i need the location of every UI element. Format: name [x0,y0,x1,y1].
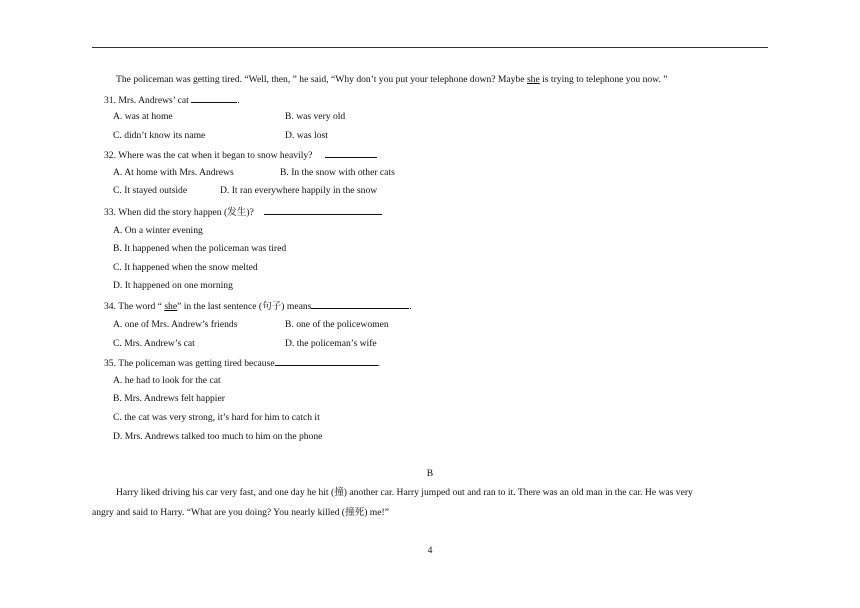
option-34-b: B. one of the policewomen [285,319,389,330]
question-35-end: . [377,358,380,369]
question-34-word: she [164,301,178,312]
answer-blank [191,93,237,103]
option-35-c: C. the cat was very strong, it’s hard for him to catch it [113,412,320,423]
option-33-d: D. It happened on one morning [113,280,233,291]
option-34-a: A. one of Mrs. Andrew’s friends [113,319,238,330]
question-32 [104,148,377,162]
answer-blank [311,299,409,309]
option-31-c: C. didn’t know its name [113,130,206,141]
option-34-c: C. Mrs. Andrew’s cat [113,338,195,349]
question-34-end: . [409,301,412,312]
option-34-d: D. the policeman’s wife [285,338,377,349]
question-32-stem: 32. Where was the cat when it began to snow heavily? [104,150,313,161]
option-35-d: D. Mrs. Andrews talked too much to him on the phone [113,431,323,442]
answer-blank [275,356,378,366]
section-heading: B [426,468,434,479]
option-33-a: A. On a winter evening [113,225,203,236]
question-33 [104,205,382,219]
option-32-a: A. At home with Mrs. Andrews [113,167,234,178]
header-rule [92,47,768,48]
page-number: 4 [427,545,433,556]
option-31-a: A. was at home [113,111,173,122]
intro-text-end: is trying to telephone you now. ” [539,74,668,85]
intro-underlined-word: she [526,74,540,85]
question-31-stem: 31. Mrs. Andrews’ cat [104,95,189,106]
question-34-stem: 34. The word “ [104,301,165,312]
question-33-stem: 33. When did the story happen (发生)? [104,207,254,218]
intro-text: The policeman was getting tired. “Well, then, ” he said, “Why don’t you put your telephone down? Maybe [116,74,527,85]
passage-line-2: angry and said to Harry. “What are you doing? You nearly killed (撞死) me!” [92,507,389,518]
option-32-d: D. It ran everywhere happily in the snow [220,185,378,196]
option-33-b: B. It happened when the policeman was tired [113,243,287,254]
option-32-b: B. In the snow with other cats [280,167,395,178]
question-35 [104,356,380,370]
answer-blank [325,148,377,158]
option-32-c: C. It stayed outside [113,185,188,196]
option-35-b: B. Mrs. Andrews felt happier [113,393,225,404]
option-35-a: A. he had to look for the cat [113,375,221,386]
question-31-end: . [237,95,240,106]
answer-blank [264,205,382,215]
intro-paragraph [116,74,668,86]
option-33-c: C. It happened when the snow melted [113,262,258,273]
question-31 [104,93,240,107]
passage-line-1: Harry liked driving his car very fast, and one day he hit (撞) another car. Harry jumped out and ran to it. There was an old man in the car. He was very [116,487,693,498]
option-31-d: D. was lost [285,130,328,141]
option-31-b: B. was very old [285,111,346,122]
question-34-stem-end: ” in the last sentence (句子) means [177,301,312,312]
question-35-stem: 35. The policeman was getting tired because [104,358,275,369]
question-34 [104,299,412,313]
